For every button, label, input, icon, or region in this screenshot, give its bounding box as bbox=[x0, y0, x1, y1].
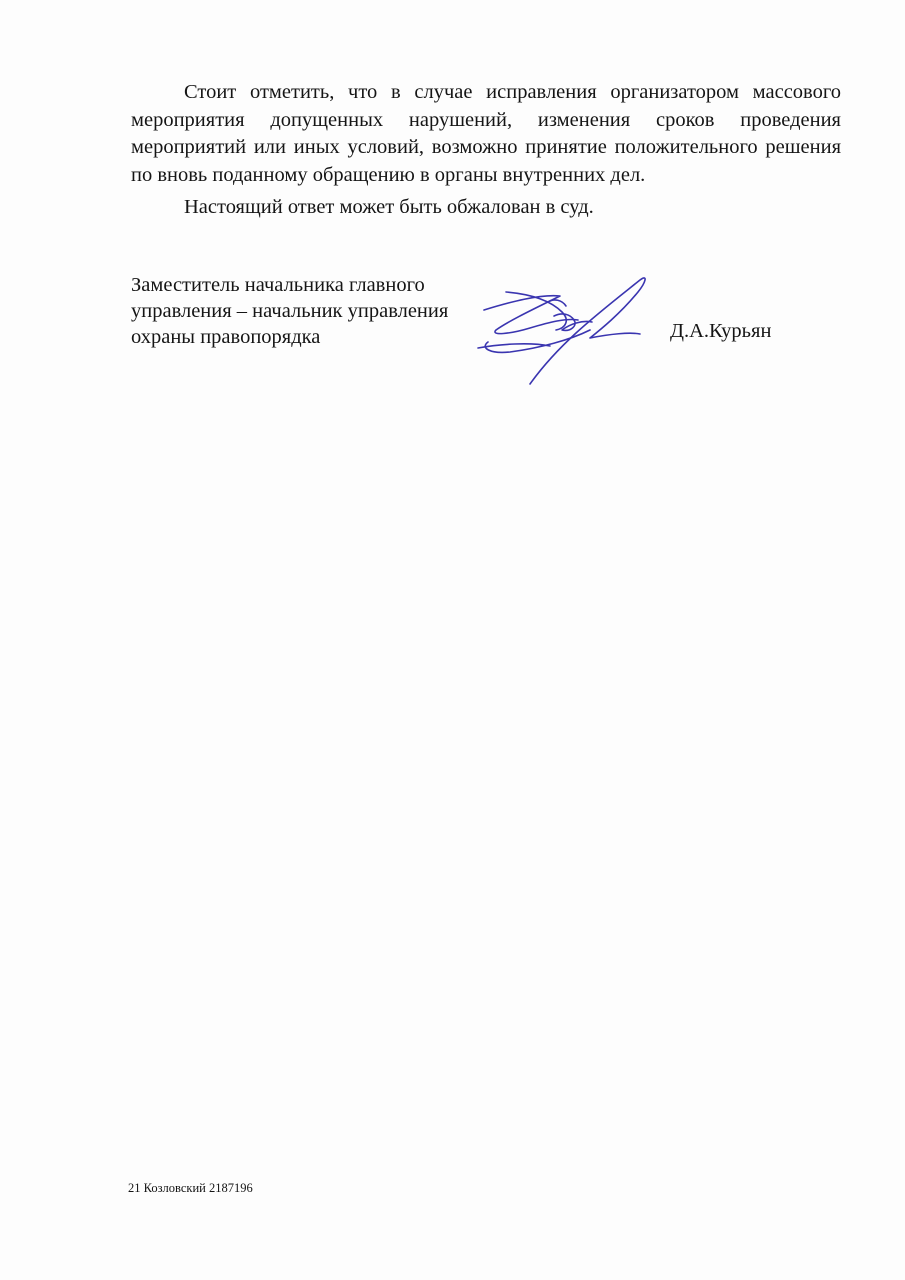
letter-body bbox=[131, 79, 841, 222]
position-line: Заместитель начальника главного bbox=[131, 274, 425, 296]
position-line: управления – начальник управления bbox=[131, 300, 449, 322]
body-paragraph: Настоящий ответ может быть обжалован в суд. bbox=[184, 196, 594, 218]
signatory-name: Д.А.Курьян bbox=[670, 320, 772, 342]
body-paragraph: Стоит отметить, что в случае исправления организатором массового мероприятия допущенных нарушений, изменения сроков проведения мероприятий или иных условий, возможно принятие положительного решения по вновь поданному обращению в органы внутренних дел. bbox=[131, 81, 841, 186]
position-line: охраны правопорядка bbox=[131, 326, 321, 348]
signatory-position bbox=[131, 272, 448, 350]
handwritten-signature bbox=[470, 272, 650, 392]
executor-note: 21 Козловский 2187196 bbox=[128, 1181, 253, 1195]
